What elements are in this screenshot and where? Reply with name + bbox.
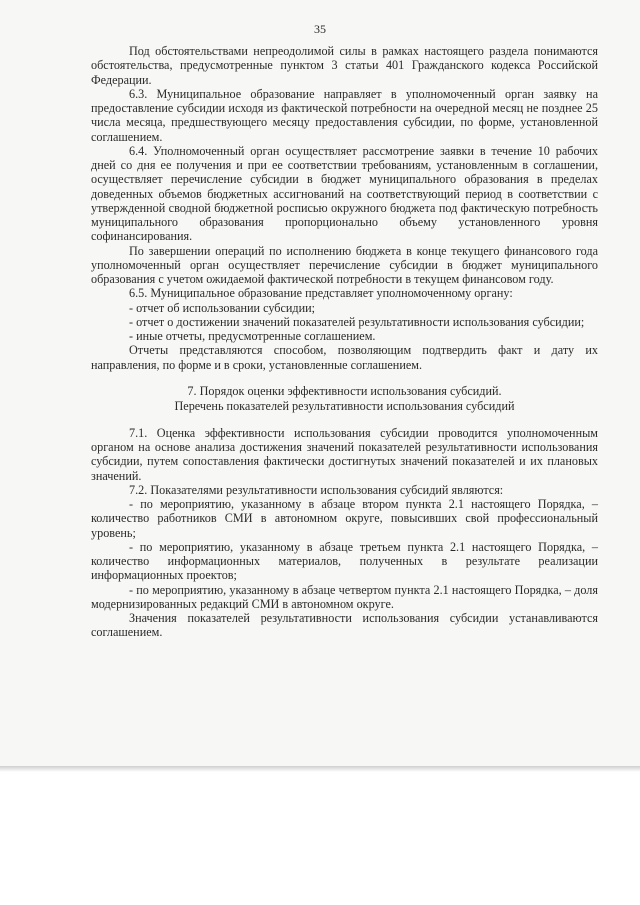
list-item-indicator-1: - по мероприятию, указанному в абзаце втором пункта 2.1 настоящего Порядка, – количество работников СМИ в автономном округе, повысивших свой профессиональный уровень; [91,497,598,540]
document-body [91,44,598,640]
spacer [91,372,598,384]
section-heading-line2: Перечень показателей результативности использования субсидий [174,398,515,413]
paragraph-6-5: 6.5. Муниципальное образование представляет уполномоченному органу: [129,286,513,301]
paragraph-year-end-transfer: По завершении операций по исполнению бюджета в конце текущего финансового года уполномоченный орган осуществляет перечисление субсидии в бюджет муниципального образования с учетом ожидаемой фактической потребности в текущем финансовом году. [91,243,598,286]
spacer [91,414,598,426]
list-item-other-reports: - иные отчеты, предусмотренные соглашением. [129,329,376,343]
paragraph-6-3: 6.3. Муниципальное образование направляет в уполномоченный орган заявку на предоставление субсидии исходя из фактической потребности на очередной месяц не позднее 25 числа месяца, предшествующего месяцу предоставления субсидии, по форме, установленной соглашением. [91,86,598,144]
paragraph-indicator-values: Значения показателей результативности использования субсидии устанавливаются соглашением. [91,611,598,640]
page-edge [0,766,640,772]
paragraph-6-4: 6.4. Уполномоченный орган осуществляет рассмотрение заявки в течение 10 рабочих дней со дня ее получения и при ее соответствии требованиям, установленным в соглашении, осуществляет перечисление субсидии в бюджет муниципального образования в пределах доведенных объемов бюджетных ассигнований на соответствующий период в соответствии с утвержденной сводной бюджетной росписью окружного бюджета под фактическую потребность муниципального образования пропорционально объему установленного уровня софинансирования. [91,143,598,244]
section-heading-line1: 7. Порядок оценки эффективности использования субсидий. [187,383,502,398]
list-item-indicator-2: - по мероприятию, указанному в абзаце третьем пункта 2.1 настоящего Порядка, – количество информационных материалов, полученных в результате реализации информационных проектов; [91,539,598,583]
paragraph-7-2: 7.2. Показателями результативности использования субсидий являются: [129,482,504,497]
page-number: 35 [314,22,326,36]
list-item-indicators-report: - отчет о достижении значений показателей результативности использования субсидии; [129,314,585,329]
list-item-indicator-3: - по мероприятию, указанному в абзаце четвертом пункта 2.1 настоящего Порядка, – доля модернизированных редакций СМИ в автономном округе. [91,582,598,611]
paragraph-reports-submission: Отчеты представляются способом, позволяющим подтвердить факт и дату их направления, по форме и в сроки, установленные соглашением. [91,343,598,372]
paragraph-force-majeure: Под обстоятельствами непреодолимой силы в рамках настоящего раздела понимаются обстоятельства, предусмотренные пунктом 3 статьи 401 Гражданского кодекса Российской Федерации. [91,44,598,87]
paragraph-7-1: 7.1. Оценка эффективности использования субсидии проводится уполномоченным органом на основе анализа достижения значений показателей результативности использования субсидии, путем сопоставления фактически достигнутых значений показателей и их плановых значений. [91,425,598,483]
list-item-usage-report: - отчет об использовании субсидии; [129,300,316,315]
